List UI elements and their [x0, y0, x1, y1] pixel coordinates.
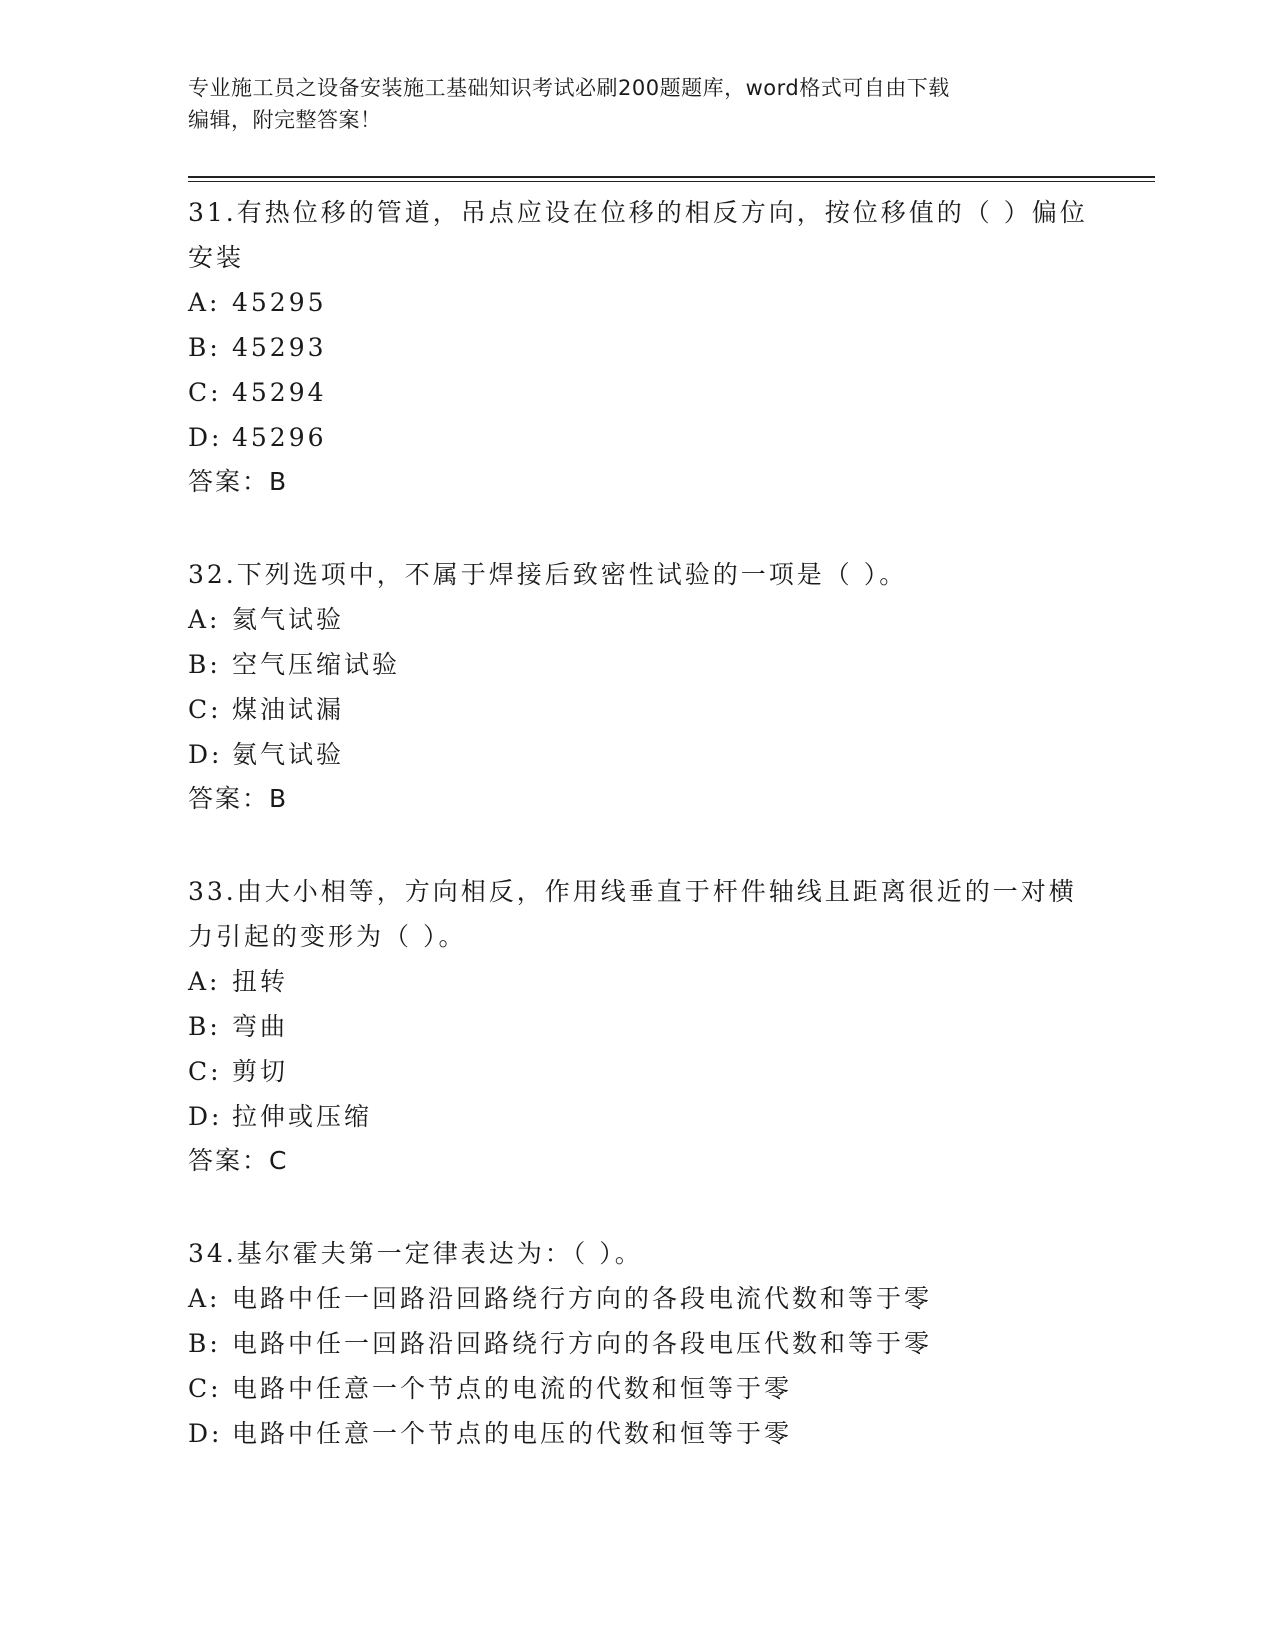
option-text: 拉伸或压缩 [232, 1102, 373, 1131]
option-text: 煤油试漏 [232, 695, 345, 724]
option-b [188, 642, 1088, 687]
option-text: 剪切 [232, 1057, 289, 1086]
option-text: 电路中任一回路沿回路绕行方向的各段电压代数和等于零 [232, 1329, 933, 1358]
document-header [188, 72, 1088, 136]
option-key: A: [188, 605, 221, 634]
question-32 [188, 552, 1088, 821]
option-key: C: [188, 695, 222, 724]
option-text: 电路中任意一个节点的电流的代数和恒等于零 [232, 1374, 793, 1403]
answer: 答案：C [188, 1146, 289, 1175]
option-d [188, 415, 1088, 460]
option-a [188, 1276, 1088, 1321]
header-divider-thin [188, 181, 1155, 182]
option-b [188, 1321, 1088, 1366]
option-key: B: [188, 650, 221, 679]
option-text: 45294 [232, 378, 327, 407]
option-key: B: [188, 1012, 221, 1041]
option-text: 45295 [232, 288, 327, 317]
question-text: 32.下列选项中，不属于焊接后致密性试验的一项是（ ）。 [188, 560, 908, 589]
option-c [188, 370, 1088, 415]
question-34 [188, 1231, 1088, 1456]
option-key: D: [188, 740, 223, 769]
option-key: D: [188, 423, 223, 452]
header-divider-thick [188, 176, 1155, 178]
option-key: C: [188, 1374, 222, 1403]
option-text: 空气压缩试验 [232, 650, 401, 679]
option-b [188, 1004, 1088, 1049]
option-text: 氨气试验 [232, 740, 345, 769]
option-text: 电路中任一回路沿回路绕行方向的各段电流代数和等于零 [232, 1284, 933, 1313]
option-text: 弯曲 [232, 1012, 289, 1041]
option-c [188, 687, 1088, 732]
header-line-2: 编辑，附完整答案！ [188, 108, 382, 132]
option-key: B: [188, 1329, 221, 1358]
option-key: C: [188, 378, 222, 407]
question-text: 31.有热位移的管道，吊点应设在位移的相反方向，按位移值的（ ）偏位安装 [188, 198, 1088, 272]
option-b [188, 325, 1088, 370]
option-text: 电路中任意一个节点的电压的代数和恒等于零 [232, 1419, 793, 1448]
question-31 [188, 190, 1088, 504]
option-d [188, 732, 1088, 777]
question-list [188, 190, 1088, 1504]
option-c [188, 1366, 1088, 1411]
option-d [188, 1094, 1088, 1139]
option-a [188, 597, 1088, 642]
question-33 [188, 869, 1088, 1183]
option-key: A: [188, 288, 221, 317]
option-c [188, 1049, 1088, 1094]
answer: 答案：B [188, 467, 289, 496]
question-text: 34.基尔霍夫第一定律表达为：（ ）。 [188, 1239, 643, 1268]
option-key: A: [188, 967, 221, 996]
option-key: A: [188, 1284, 221, 1313]
answer: 答案：B [188, 784, 289, 813]
option-key: C: [188, 1057, 222, 1086]
header-line-1: 专业施工员之设备安装施工基础知识考试必刷200题题库，word格式可自由下载 [188, 76, 950, 100]
option-key: D: [188, 1419, 223, 1448]
option-text: 45293 [232, 333, 327, 362]
option-key: D: [188, 1102, 223, 1131]
option-key: B: [188, 333, 221, 362]
option-text: 扭转 [232, 967, 289, 996]
option-d [188, 1411, 1088, 1456]
option-a [188, 959, 1088, 1004]
option-text: 45296 [232, 423, 327, 452]
option-text: 氦气试验 [232, 605, 345, 634]
question-text: 33.由大小相等，方向相反，作用线垂直于杆件轴线且距离很近的一对横力引起的变形为（ ）。 [188, 877, 1077, 951]
option-a [188, 280, 1088, 325]
